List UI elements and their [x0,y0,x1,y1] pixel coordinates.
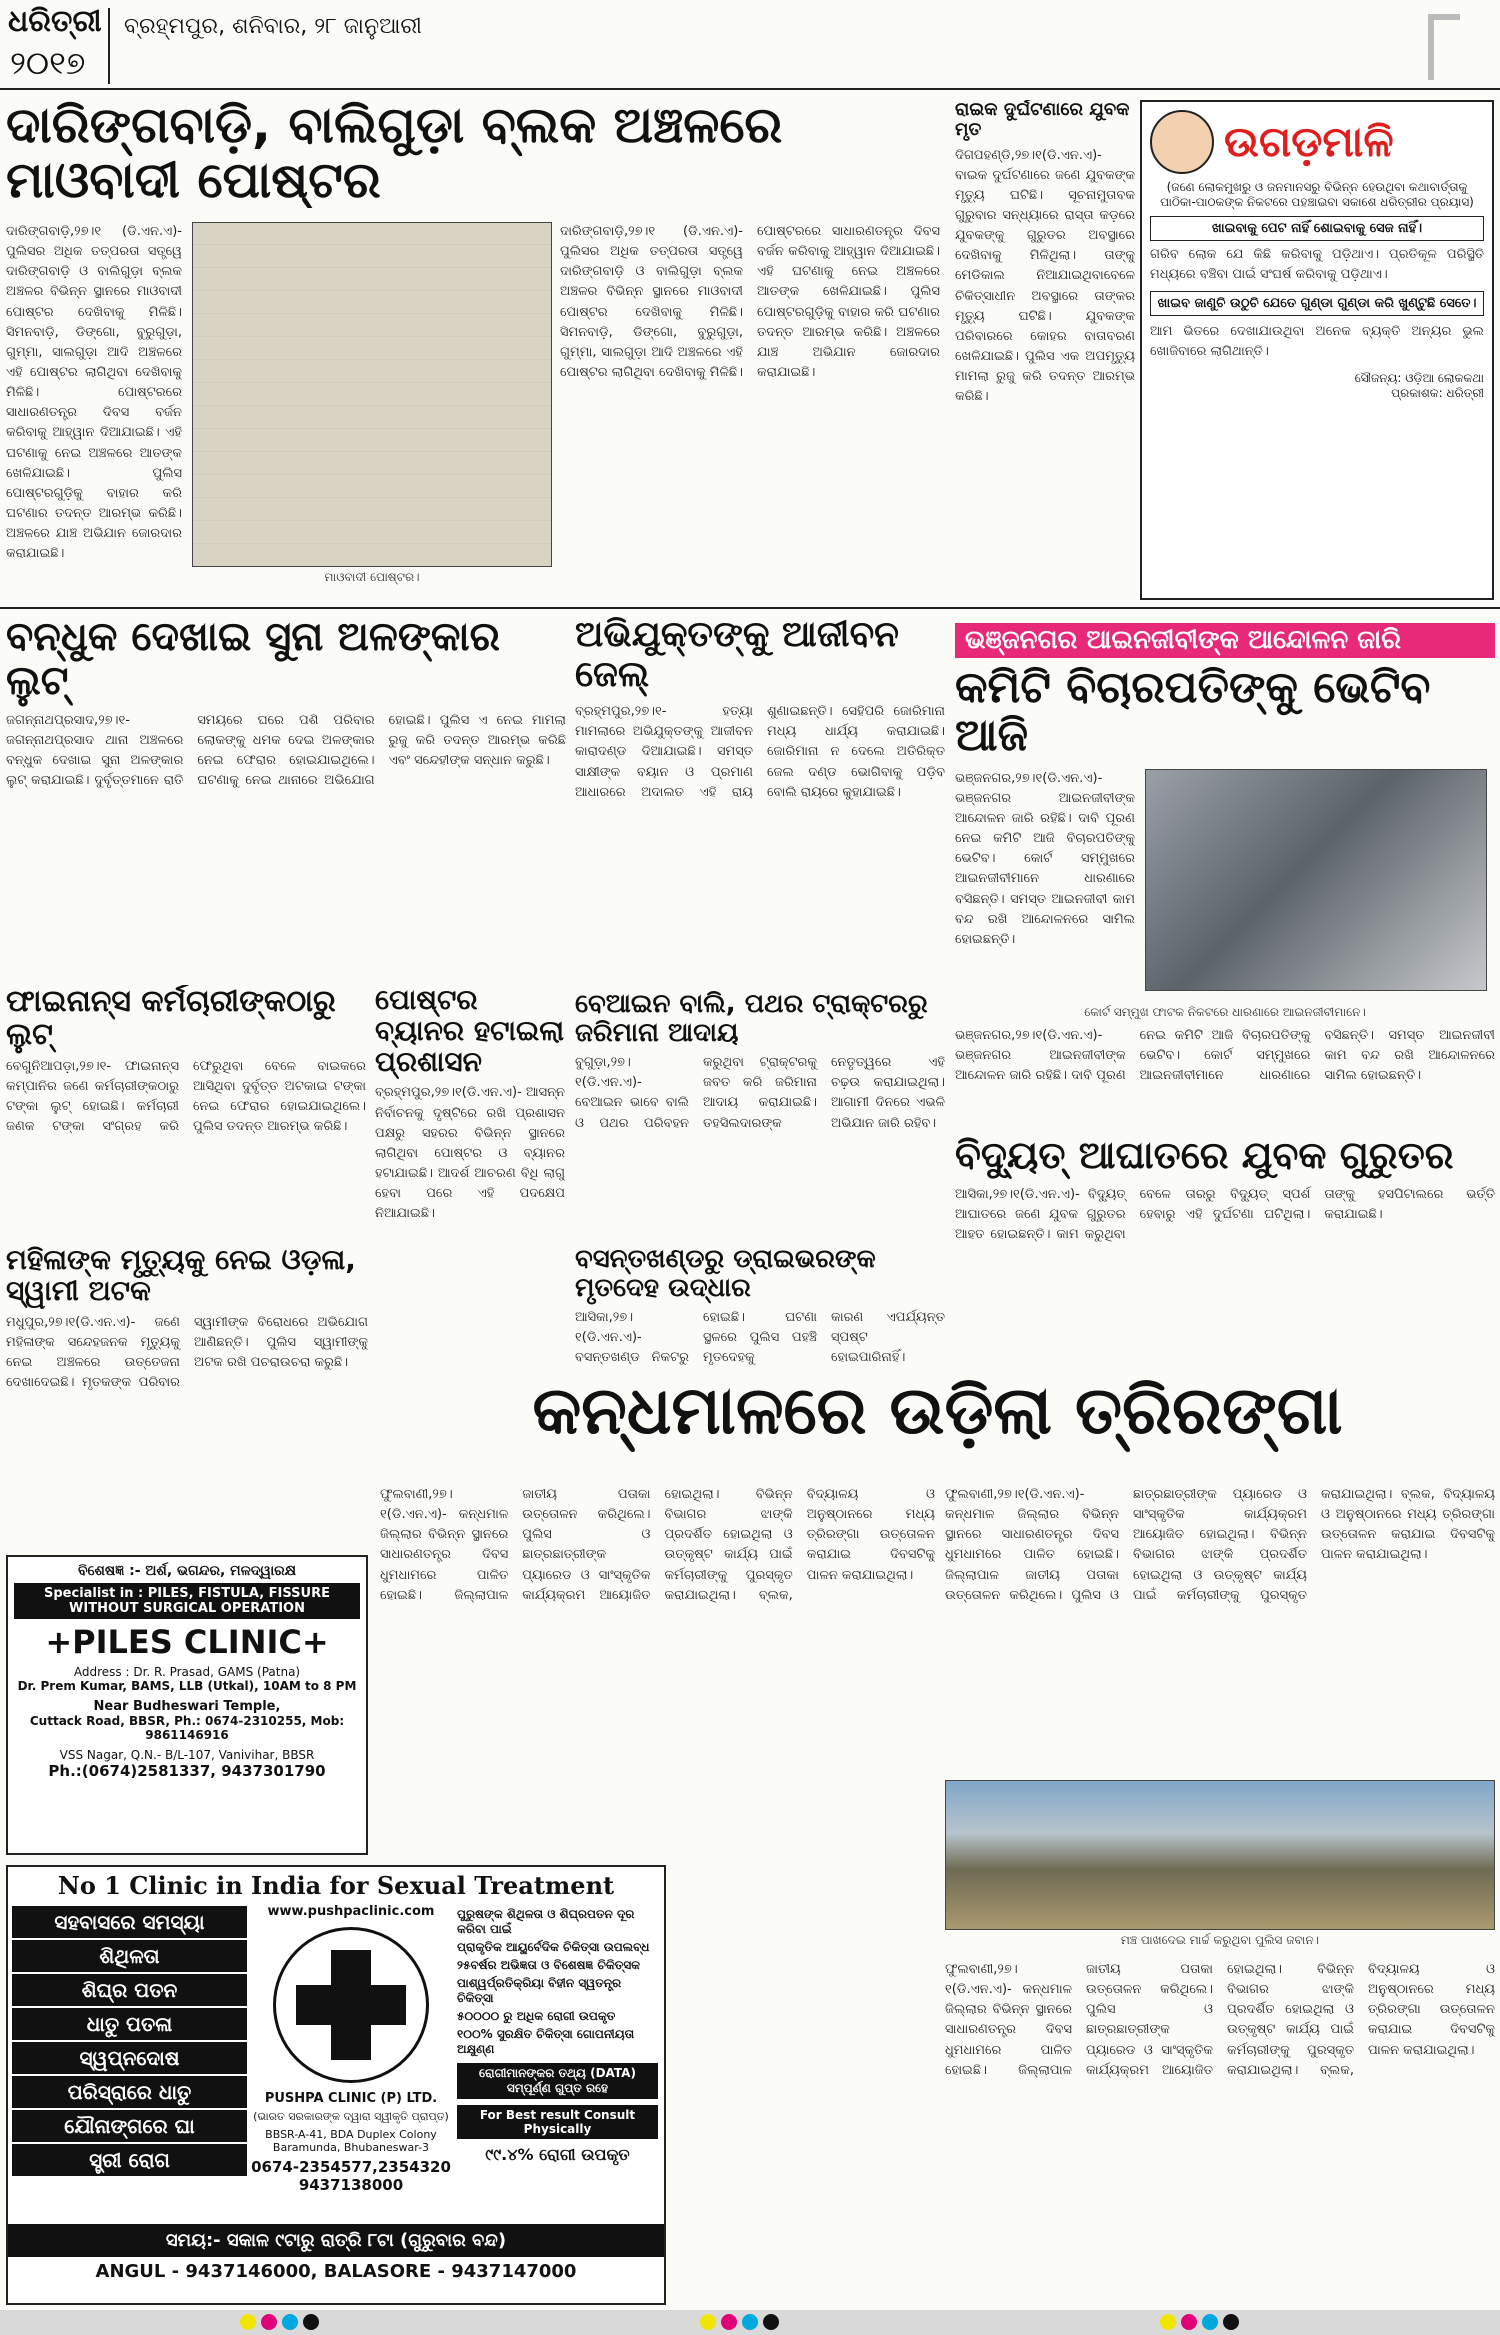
quote-box: ଖାଇବାକୁ ପେଟ ନାହିଁ ଶୋଇବାକୁ ସେଜ ନାହିଁ। [1150,216,1484,241]
corner-mark-icon [1428,14,1460,80]
photo-caption: ମାଓବାଦୀ ପୋଷ୍ଟର। [324,570,420,584]
story-kandhamal-tricolour-headline-box [380,1375,1495,1475]
ad-phones: Ph.:(0674)2581337, 9437301790 [48,1762,326,1780]
ad-title: No 1 Clinic in India for Sexual Treatment [57,1871,615,1900]
color-dot-icon [1202,2314,1218,2330]
ad-success-rate: ୯୯.୪% ରୋଗୀ ଉପକୃତ [485,2145,630,2164]
article-body: ଦାରିଙ୍ଗବାଡ଼ି,୨୭।୧ (ଡି.ଏନ.ଏ)- ପୁଲିସର ଅଧିକ ତତ୍ପରତା ସତ୍ତ୍ୱେ ଦାରିଙ୍ଗବାଡ଼ି ଓ ବାଲିଗୁଡ଼ା ବ୍ଲକ ଅଞ୍ଚଳର ବିଭିନ୍ନ ସ୍ଥାନରେ ମାଓବାଦୀ ପୋଷ୍ଟର ଦେଖିବାକୁ ମିଳିଛି। ସିମନବାଡ଼ି, ଡିଙ୍ଗୋ, ବୁରୁଗୁଡ଼ା, ଗୁମ୍ମା, ସାଲଗୁଡ଼ା ଆଦି ଅଞ୍ଚଳରେ ଏହି ପୋଷ୍ଟର ଲାଗିଥିବା ଦେଖିବାକୁ ମିଳିଛି। ପୋଷ୍ଟରରେ ସାଧାରଣତନ୍ତ୍ର ଦିବସ ବର୍ଜନ କରିବାକୁ ଆହ୍ୱାନ ଦିଆଯାଇଛି। ଏହି ଘଟଣାକୁ ନେଇ ଅଞ୍ଚଳରେ ଆତଙ୍କ ଖେଳିଯାଇଛି। ପୁଲିସ ପୋଷ୍ଟରଗୁଡ଼ିକୁ ବାହାର କରି ଘଟଣାର ତଦନ୍ତ ଆରମ୍ଭ କରିଛି। ଅଞ୍ଚଳରେ ଯାଞ୍ଚ ଅଭିଯାନ ଜୋରଦାର କରାଯାଇଛି। [560,224,940,380]
article-body: ଦାରିଙ୍ଗବାଡ଼ି,୨୭।୧ (ଡି.ଏନ.ଏ)- ପୁଲିସର ଅଧିକ ତତ୍ପରତା ସତ୍ତ୍ୱେ ଦାରିଙ୍ଗବାଡ଼ି ଓ ବାଲିଗୁଡ଼ା ବ୍ଲକ ଅଞ୍ଚଳର ବିଭିନ୍ନ ସ୍ଥାନରେ ମାଓବାଦୀ ପୋଷ୍ଟର ଦେଖିବାକୁ ମିଳିଛି। ସିମନବାଡ଼ି, ଡିଙ୍ଗୋ, ବୁରୁଗୁଡ଼ା, ଗୁମ୍ମା, ସାଲଗୁଡ଼ା ଆଦି ଅଞ୍ଚଳରେ ଏହି ପୋଷ୍ଟର ଲାଗିଥିବା ଦେଖିବାକୁ ମିଳିଛି। ପୋଷ୍ଟରରେ ସାଧାରଣତନ୍ତ୍ର ଦିବସ ବର୍ଜନ କରିବାକୁ ଆହ୍ୱାନ ଦିଆଯାଇଛି। ଏହି ଘଟଣାକୁ ନେଇ ଅଞ୍ଚଳରେ ଆତଙ୍କ ଖେଳିଯାଇଛି। ପୁଲିସ ପୋଷ୍ଟରଗୁଡ଼ିକୁ ବାହାର କରି ଘଟଣାର ତଦନ୍ତ ଆରମ୍ଭ କରିଛି। ଅଞ୍ଚଳରେ ଯାଞ୍ଚ ଅଭିଯାନ ଜୋରଦାର କରାଯାଇଛି। [6,224,182,562]
ad-address: BBSR-A-41, BDA Duplex Colony Baramunda, Bhubaneswar-3 [265,2128,437,2154]
registration-dots [240,2314,324,2334]
ad-problem-item: ଯୌନାଙ୍ଗରେ ଘା [12,2110,247,2142]
article-body: ଫୁଲବାଣୀ,୨୭।୧(ଡି.ଏନ.ଏ)- କନ୍ଧମାଳ ଜିଲ୍ଲାର ବିଭିନ୍ନ ସ୍ଥାନରେ ସାଧାରଣତନ୍ତ୍ର ଦିବସ ଧୁମଧାମରେ ପାଳିତ ହୋଇଛି। ଜିଲ୍ଲାପାଳ ଜାତୀୟ ପତାକା ଉତ୍ତୋଳନ କରିଥିଲେ। ପୁଲିସ ଓ ଛାତ୍ରଛାତ୍ରୀଙ୍କ ପ୍ୟାରେଡ ଓ ସାଂସ୍କୃତିକ କାର୍ଯ୍ୟକ୍ରମ ଆୟୋଜିତ ହୋଇଥିଲା। ବିଭିନ୍ନ ବିଭାଗର ଝାଙ୍କି ପ୍ରଦର୍ଶିତ ହୋଇଥିଲା ଓ ଉତ୍କୃଷ୍ଟ କାର୍ଯ୍ୟ ପାଇଁ କର୍ମଚାରୀଙ୍କୁ ପୁରସ୍କୃତ କରାଯାଇଥିଲା। ବ୍ଲକ, ବିଦ୍ୟାଳୟ ଓ ଅନୁଷ୍ଠାନରେ ମଧ୍ୟ ତ୍ରିରଙ୍ଗା ଉତ୍ତୋଳନ କରାଯାଇ ଦିବସଟିକୁ ପାଳନ କରାଯାଇଥିଲା। [945,1962,1495,2078]
column-publisher: ପ୍ରକାଶକ: ଧରିତ୍ରୀ [1391,385,1484,400]
color-dot-icon [763,2314,779,2330]
edition-year: ୨୦୧୭ [10,44,86,82]
ad-govt-line: (ଭାରତ ସରକାରଙ୍କ ଦ୍ୱାରା ସ୍ୱୀକୃତି ପ୍ରାପ୍ତ) [253,2110,449,2123]
article-body: ବୁଗୁଡ଼ା,୨୭।୧(ଡି.ଏନ.ଏ)- ବେଆଇନ ଭାବେ ବାଲି ଓ ପଥର ପରିବହନ କରୁଥିବା ଟ୍ରାକ୍ଟରକୁ ଜବତ କରି ଜରିମାନା ଆଦାୟ କରାଯାଇଛି। ତହସିଲଦାରଙ୍କ ନେତୃତ୍ୱରେ ଏହି ଚଢ଼ଉ କରାଯାଇଥିଲା। ଆଗାମୀ ଦିନରେ ଏଭଳି ଅଭିଯାନ ଜାରି ରହିବ। [575,1055,945,1131]
ad-timing: ସମୟ:- ସକାଳ ୯ଟାରୁ ରାତ୍ରି ୮ଟା (ଗୁରୁବାର ବନ୍ଦ) [8,2224,664,2257]
headline: ଦାରିଙ୍ଗବାଡ଼ି, ବାଲିଗୁଡ଼ା ବ୍ଲକ ଅଞ୍ଚଳରେ ମାଓବାଦୀ ପୋଷ୍ଟର [6,98,783,208]
lawyers-dharna-photo [1145,769,1487,991]
story-bike-accident [955,100,1135,600]
headline: ଫାଇନାନ୍ସ କର୍ମଚାରୀଙ୍କଠାରୁ ଲୁଟ୍ [6,985,336,1052]
ad-piles-clinic [6,1555,368,1855]
headline: ମହିଳାଙ୍କ ମୃତ୍ୟୁକୁ ନେଇ ଓଡ଼ଳା, ସ୍ୱାମୀ ଅଟକ [6,1245,356,1307]
color-dot-icon [742,2314,758,2330]
story-maoist-posters-text-right [560,222,940,597]
column-credit: ସୌଜନ୍ୟ: ଓଡ଼ିଆ ଲୋକକଥା [1354,370,1484,385]
ad-specialist: Specialist in : PILES, FISTULA, FISSURE [44,1586,330,1601]
article-body: ବେଗୁନିଆପଡ଼ା,୨୭।୧- ଫାଇନାନ୍ସ କମ୍ପାନିର ଜଣେ କର୍ମଚାରୀଙ୍କଠାରୁ ଟଙ୍କା ଲୁଟ୍ ହୋଇଛି। କର୍ମଚାରୀ ଜଣକ ଟଙ୍କା ସଂଗ୍ରହ କରି ଫେରୁଥିବା ବେଳେ ବାଇକରେ ଆସିଥିବା ଦୁର୍ବୃତ୍ତ ଅଟକାଇ ଟଙ୍କା ନେଇ ଫେରାର ହୋଇଯାଇଥିଲେ। ପୁଲିସ ତଦନ୍ତ ଆରମ୍ଭ କରିଛି। [6,1059,366,1135]
headline: ବସନ୍ତଖଣ୍ଡରୁ ଡ୍ରାଇଭରଙ୍କ ମୃତଦେହ ଉଦ୍ଧାର [575,1245,876,1303]
headline: ଅଭିଯୁକ୍ତଙ୍କୁ ଆଜୀବନ ଜେଲ୍ [575,615,899,695]
ad-benefit-item: ପୁରୁଷଙ୍କ ଶିଥିଳତା ଓ ଶିଘ୍ରପତନ ଦୂର କରିବା ପାଇଁ [457,1907,635,1936]
ad-problem-item: ଶିଥିଳତା [12,1940,247,1972]
column-subtitle: (ଜଣେ ଲୋକମୁଖରୁ ଓ ଜନମାନସରୁ ବିଭିନ୍ନ ହେଉଥିବା କଥାବାର୍ତ୍ତାକୁ ପାଠିକା-ପାଠକଙ୍କ ନିକଟରେ ପହଞ୍ଚାଇବା ସକାଶେ ଧରିତ୍ରୀର ପ୍ରୟାସ) [1160,180,1474,209]
cartoon-face-icon [1150,110,1214,174]
article-body: ଆସିକା,୨୭।୧(ଡି.ଏନ.ଏ)- ବସନ୍ତଖଣ୍ଡ ନିକଟରୁ ହୋଇଛି। ଘଟଣା ସ୍ଥଳରେ ପୁଲିସ ପହଞ୍ଚି ମୃତଦେହକୁ କାରଣ ଏପର୍ଯ୍ୟନ୍ତ ସ୍ପଷ୍ଟ ହୋଇପାରିନାହିଁ। [575,1310,945,1365]
ad-problem-item: ଧାତୁ ପତଳା [12,2008,247,2040]
ad-doctor: Dr. Prem Kumar, BAMS, LLB (Utkal), 10AM to 8 PM [17,1679,357,1693]
story-poster-banner-removed [375,985,565,1355]
registration-dots [700,2314,784,2334]
headline: କମିଟି ବିଚାରପତିଙ୍କୁ ଭେଟିବ ଆଜି [955,662,1431,762]
photo-caption: ମଞ୍ଚ ପାଖଦେଇ ମାର୍ଚ୍ଚ କରୁଥିବା ପୁଲିସ ଜବାନ। [1120,1933,1320,1947]
article-body: ଫୁଲବାଣୀ,୨୭।୧(ଡି.ଏନ.ଏ)- କନ୍ଧମାଳ ଜିଲ୍ଲାର ବିଭିନ୍ନ ସ୍ଥାନରେ ସାଧାରଣତନ୍ତ୍ର ଦିବସ ଧୁମଧାମରେ ପାଳିତ ହୋଇଛି। ଜିଲ୍ଲାପାଳ ଜାତୀୟ ପତାକା ଉତ୍ତୋଳନ କରିଥିଲେ। ପୁଲିସ ଓ ଛାତ୍ରଛାତ୍ରୀଙ୍କ ପ୍ୟାରେଡ ଓ ସାଂସ୍କୃତିକ କାର୍ଯ୍ୟକ୍ରମ ଆୟୋଜିତ ହୋଇଥିଲା। ବିଭିନ୍ନ ବିଭାଗର ଝାଙ୍କି ପ୍ରଦର୍ଶିତ ହୋଇଥିଲା ଓ ଉତ୍କୃଷ୍ଟ କାର୍ଯ୍ୟ ପାଇଁ କର୍ମଚାରୀଙ୍କୁ ପୁରସ୍କୃତ କରାଯାଇଥିଲା। ବ୍ଲକ, ବିଦ୍ୟାଳୟ ଓ ଅନୁଷ୍ଠାନରେ ମଧ୍ୟ ତ୍ରିରଙ୍ଗା ଉତ୍ତୋଳନ କରାଯାଇ ଦିବସଟିକୁ ପାଳନ କରାଯାଇଥିଲା। [380,1487,935,1603]
newspaper-logo: ଧରିତ୍ରୀ [8,4,102,39]
ugadamali-column-box [1140,100,1494,600]
ad-branches: ANGUL - 9437146000, BALASORE - 9437147000 [95,2261,577,2282]
print-footer [0,2310,1500,2335]
photo-caption: କୋର୍ଟ ସମ୍ମୁଖ ଫାଟକ ନିକଟରେ ଧାରଣାରେ ଆଇନଜୀବୀମାନେ। [1084,1004,1366,1019]
story-content [955,769,1495,999]
ad-problem-item: ପରିସ୍ରାରେ ଧାତୁ [12,2076,247,2108]
column-header [1150,110,1484,174]
ad-benefit-list [457,1907,658,2057]
color-dot-icon [1223,2314,1239,2330]
ad-content [8,1904,664,2224]
ad-best-result: For Best result Consult Physically [457,2105,658,2139]
ad-website: www.pushpaclinic.com [267,1904,435,1919]
ad-clinic-name: PUSHPA CLINIC (P) LTD. [264,2091,438,2106]
color-dot-icon [721,2314,737,2330]
headline: ପୋଷ୍ଟର ବ୍ୟାନର ହଟାଇଲା ପ୍ରଶାସନ [375,985,565,1078]
article-body: ଦିଗପହଣ୍ଡି,୨୭।୧(ଡି.ଏନ.ଏ)- ବାଇକ ଦୁର୍ଘଟଣାରେ ଜଣେ ଯୁବକଙ୍କ ମୃତ୍ୟୁ ଘଟିଛି। ସୂଚନାମୁତାବକ ଗୁରୁବାର ସନ୍ଧ୍ୟାରେ ରାସ୍ତା କଡ଼ରେ ଯୁବକଙ୍କୁ ଗୁରୁତର ଅବସ୍ଥାରେ ଦେଖିବାକୁ ମିଳିଥିଲା। ତାଙ୍କୁ ମେଡିକାଲ ନିଆଯାଇଥିବାବେଳେ ଚିକିତ୍ସାଧୀନ ଅବସ୍ଥାରେ ତାଙ୍କର ମୃତ୍ୟୁ ଘଟିଛି। ଯୁବକଙ୍କ ପରିବାରରେ କୋହର ବାତାବରଣ ଖେଳିଯାଇଛି। ପୁଲିସ ଏକ ଅପମୃତ୍ୟୁ ମାମଲା ରୁଜୁ କରି ତଦନ୍ତ ଆରମ୍ଭ କରିଛି। [955,147,1135,405]
ad-problem-item: ସ୍ତ୍ରୀ ରୋଗ [12,2144,247,2176]
article-body: ମଧୁପୁର,୨୭।୧(ଡି.ଏନ.ଏ)- ଜଣେ ମହିଳାଙ୍କ ସନ୍ଦେହଜନକ ମୃତ୍ୟୁକୁ ନେଇ ଅଞ୍ଚଳରେ ଉତ୍ତେଜନା ଦେଖାଦେଇଛି। ମୃତକଙ୍କ ପରିବାର ସ୍ୱାମୀଙ୍କ ବିରୋଧରେ ଅଭିଯୋଗ ଆଣିଛନ୍ତି। ପୁଲିସ ସ୍ୱାମୀଙ୍କୁ ଅଟକ ରଖି ପଚରାଉଚରା କରୁଛି। [6,1314,368,1391]
story-maoist-posters-text-left [6,222,182,597]
column-text: ଗରିବ ଲୋକ ଯେ କିଛି କରିବାକୁ ପଡ଼ିଥାଏ। ପ୍ରତିକୂଳ ପରିସ୍ଥିତି ମଧ୍ୟରେ ବଞ୍ଚିବା ପାଇଁ ସଂଘର୍ଷ କରିବାକୁ ପଡ଼ିଥାଏ। [1150,247,1484,283]
story-maoist-posters-headline-box [6,98,944,208]
column-title: ଉଗଡ଼ମାଳି [1224,116,1394,166]
ad-specialist-banner [14,1583,360,1619]
ad-without-surgery: WITHOUT SURGICAL OPERATION [69,1601,305,1616]
article-body: ବ୍ରହ୍ମପୁର,୨୭।୧- ହତ୍ୟା ମାମଲାରେ ଅଭିଯୁକ୍ତଙ୍କୁ ଆଜୀବନ କାରାଦଣ୍ଡ ଦିଆଯାଇଛି। ସମସ୍ତ ସାକ୍ଷୀଙ୍କ ବୟାନ ଓ ପ୍ରମାଣ ଆଧାରରେ ଅଦାଲତ ଏହି ରାୟ ଶୁଣାଇଛନ୍ତି। ସେହିପରି ଜୋରିମାନା ମଧ୍ୟ ଧାର୍ଯ୍ୟ କରାଯାଇଛି। ଜୋରିମାନା ନ ଦେଲେ ଅତିରିକ୍ତ ଜେଲ ଦଣ୍ଡ ଭୋଗିବାକୁ ପଡ଼ିବ ବୋଲି ରାୟରେ କୁହାଯାଇଛି। [575,704,945,800]
color-dot-icon [282,2314,298,2330]
headline: ବିଦ୍ୟୁତ୍ ଆଘାତରେ ଯୁବକ ଗୁରୁତର [955,1135,1454,1177]
ad-benefit-item: ୫୦୦୦୦ ରୁ ଅଧିକ ରୋଗୀ ଉପକୃତ [457,2009,616,2023]
story-driver-body-recovered [575,1245,945,1365]
ad-mobile: 9437138000 [298,2176,404,2194]
ad-problem-item: ସହବାସରେ ସମସ୍ୟା [12,1906,247,1938]
column-text: ଆମ ଭିତରେ ଦେଖାଯାଉଥିବା ଅନେକ ବ୍ୟକ୍ତି ଅନ୍ୟର ଭୁଲ ଖୋଜିବାରେ ଲାଗିଥାନ୍ତି। [1150,324,1484,360]
ad-road: Cuttack Road, BBSR, Ph.: 0674-2310255, Mob: 9861146916 [29,1714,345,1742]
story-illegal-sand-fine [575,990,945,1240]
ad-pushpa-clinic [6,1865,666,2305]
story-gunpoint-loot [6,615,566,995]
ad-benefit-item: ପ୍ରାକୃତିକ ଆୟୁର୍ବେଦିକ ଚିକିତ୍ସା ଉପଲବ୍ଧ [457,1940,650,1954]
story-banner: ଭଞ୍ଜନଗର ଆଇନଜୀବୀଙ୍କ ଆନ୍ଦୋଳନ ଜାରି [955,623,1495,658]
cross-icon [296,1985,406,2025]
story-life-imprisonment [575,615,945,985]
color-dot-icon [1181,2314,1197,2330]
section-divider [0,607,1500,609]
edition-place-date: ବ୍ରହ୍ମପୁର, ଶନିବାର, ୨୮ ଜାନୁଆରୀ [124,14,422,39]
ad-clinic-title: +PILES CLINIC+ [45,1623,329,1661]
story-electric-shock [955,1135,1495,1365]
ad-benefits [451,1904,664,2224]
headline: କନ୍ଧମାଳରେ ଉଡ଼ିଲା ତ୍ରିରଙ୍ଗା [532,1375,1343,1449]
headline: ବେଆଇନ ବାଲି, ପଥର ଟ୍ରାକ୍ଟରରୁ ଜରିମାନା ଆଦାୟ [575,990,928,1048]
ad-address: Address : Dr. R. Prasad, GAMS (Patna) [73,1665,301,1679]
ad-near: Near Budheswari Temple, [93,1699,281,1714]
story-finance-staff-loot [6,985,366,1235]
quote-box: ଖାଇବ ଜାଣୁଚି ଉଠୁଚି ଯେତେ ଗୁଣ୍ଡା ଗୁଣ୍ଡା କରି ଖୁଣ୍ଟୁଛି ସେତେ। [1150,291,1484,316]
masthead [0,0,1500,90]
color-dot-icon [240,2314,256,2330]
ad-logo-area [251,1904,451,2224]
registration-dots [1160,2314,1244,2334]
headline: ରାଇକ ଦୁର୍ଘଟଣାରେ ଯୁବକ ମୃତ [955,100,1130,140]
ad-benefit-item: ପାଶ୍ୱର୍ପ୍ରତିକ୍ରିୟା ବିହୀନ ସ୍ୱତନ୍ତ୍ର ଚିକିତ୍ସା [457,1976,622,2005]
masthead-divider [108,8,110,84]
ad-benefit-item: ୨୫ବର୍ଷର ଅଭିଜ୍ଞତା ଓ ବିଶେଷଜ୍ଞ ଚିକିତ୍ସକ [457,1958,641,1972]
article-body: ଜଗନ୍ନାଥପ୍ରସାଦ,୨୭।୧- ଜଗନ୍ନାଥପ୍ରସାଦ ଥାନା ଅଞ୍ଚଳରେ ବନ୍ଧୁକ ଦେଖାଇ ସୁନା ଅଳଙ୍କାର ଲୁଟ୍ କରାଯାଇଛି। ଦୁର୍ବୃତ୍ତମାନେ ରାତି ସମୟରେ ଘରେ ପଶି ପରିବାର ଲୋକଙ୍କୁ ଧମକ ଦେଇ ଅଳଙ୍କାର ନେଇ ଫେରାର ହୋଇଯାଇଥିଲେ। ଘଟଣାକୁ ନେଇ ଥାନାରେ ଅଭିଯୋଗ ହୋଇଛି। ପୁଲିସ ଏ ନେଇ ମାମଲା ରୁଜୁ କରି ତଦନ୍ତ ଆରମ୍ଭ କରିଛି ଏବଂ ସନ୍ଦେହୀଙ୍କ ସନ୍ଧାନ କରୁଛି। [6,713,566,789]
story-lawyers-agitation [955,623,1495,1123]
ad-benefit-item: ୧୦୦% ସୁରକ୍ଷିତ ଚିକିତ୍ସା ଗୋପନୀୟତା ଅକ୍ଷୁଣ୍ଣ [457,2027,635,2056]
color-dot-icon [303,2314,319,2330]
color-dot-icon [1160,2314,1176,2330]
color-dot-icon [700,2314,716,2330]
maoist-poster-photo [192,222,552,567]
story-kandhamal-tricolour-text-top [945,1485,1495,1775]
ad-problem-item: ଶିଘ୍ର ପତନ [12,1974,247,2006]
article-body: ଫୁଲବାଣୀ,୨୭।୧(ଡି.ଏନ.ଏ)- କନ୍ଧମାଳ ଜିଲ୍ଲାର ବିଭିନ୍ନ ସ୍ଥାନରେ ସାଧାରଣତନ୍ତ୍ର ଦିବସ ଧୁମଧାମରେ ପାଳିତ ହୋଇଛି। ଜିଲ୍ଲାପାଳ ଜାତୀୟ ପତାକା ଉତ୍ତୋଳନ କରିଥିଲେ। ପୁଲିସ ଓ ଛାତ୍ରଛାତ୍ରୀଙ୍କ ପ୍ୟାରେଡ ଓ ସାଂସ୍କୃତିକ କାର୍ଯ୍ୟକ୍ରମ ଆୟୋଜିତ ହୋଇଥିଲା। ବିଭିନ୍ନ ବିଭାଗର ଝାଙ୍କି ପ୍ରଦର୍ଶିତ ହୋଇଥିଲା ଓ ଉତ୍କୃଷ୍ଟ କାର୍ଯ୍ୟ ପାଇଁ କର୍ମଚାରୀଙ୍କୁ ପୁରସ୍କୃତ କରାଯାଇଥିଲା। ବ୍ଲକ, ବିଦ୍ୟାଳୟ ଓ ଅନୁଷ୍ଠାନରେ ମଧ୍ୟ ତ୍ରିରଙ୍ଗା ଉତ୍ତୋଳନ କରାଯାଇ ଦିବସଟିକୁ ପାଳନ କରାଯାଇଥିଲା। [945,1487,1495,1603]
ad-data-line: ରୋଗୀମାନଙ୍କର ତଥ୍ୟ (DATA) ସମ୍ପୂର୍ଣ୍ଣ ଗୁପ୍ତ ରହେ [457,2063,658,2099]
article-body: ଆସିକା,୨୭।୧(ଡି.ଏନ.ଏ)- ବିଦ୍ୟୁତ୍ ଆଘାତରେ ଜଣେ ଯୁବକ ଗୁରୁତର ଆହତ ହୋଇଛନ୍ତି। କାମ କରୁଥିବା ବେଳେ ତାରରୁ ବିଦ୍ୟୁତ୍ ସ୍ପର୍ଶ ହେବାରୁ ଏହି ଦୁର୍ଘଟଣା ଘଟିଥିଲା। ତାଙ୍କୁ ହସପିଟାଲରେ ଭର୍ତ୍ତି କରାଯାଇଛି। [955,1186,1495,1243]
ad-line: ବିଶେଷଜ୍ଞ :- ଅର୍ଶ, ଭଗନ୍ଦର, ମଳଦ୍ୱାରକ୍ଷ [77,1563,297,1579]
ad-vss-address: VSS Nagar, Q.N.- B/L-107, Vanivihar, BBSR [59,1748,315,1762]
color-dot-icon [261,2314,277,2330]
story-woman-death [6,1245,368,1545]
republic-day-parade-photo [945,1780,1495,1930]
ad-phone: 0674-2354577,2354320 [251,2158,451,2176]
headline: ବନ୍ଧୁକ ଦେଖାଇ ସୁନା ଅଳଙ୍କାର ଲୁଟ୍ [6,615,500,704]
article-body: ଭଞ୍ଜନଗର,୨୭।୧(ଡି.ଏନ.ଏ)- ଭଞ୍ଜନଗର ଆଇନଜୀବୀଙ୍କ ଆନ୍ଦୋଳନ ଜାରି ରହିଛି। ଦାବି ପୂରଣ ନେଇ କମିଟି ଆଜି ବିଚାରପତିଙ୍କୁ ଭେଟିବ। କୋର୍ଟ ସମ୍ମୁଖରେ ଆଇନଜୀବୀମାନେ ଧାରଣାରେ ବସିଛନ୍ତି। ସମସ୍ତ ଆଇନଜୀବୀ କାମ ବନ୍ଦ ରଖି ଆନ୍ଦୋଳନରେ ସାମିଲ ହୋଇଛନ୍ତି। [955,1027,1495,1084]
clinic-emblem [273,1927,429,2083]
ad-problem-item: ସ୍ୱପ୍ନଦୋଷ [12,2042,247,2074]
article-body: ବ୍ରହ୍ମପୁର,୨୭।୧(ଡି.ଏନ.ଏ)- ଆସନ୍ନ ନିର୍ବାଚନକୁ ଦୃଷ୍ଟିରେ ରଖି ପ୍ରଶାସନ ପକ୍ଷରୁ ସହରର ବିଭିନ୍ନ ସ୍ଥାନରେ ଲାଗିଥିବା ପୋଷ୍ଟର ଓ ବ୍ୟାନର ହଟାଯାଇଛି। ଆଦର୍ଶ ଆଚରଣ ବିଧି ଲାଗୁ ହେବା ପରେ ଏହି ପଦକ୍ଷେପ ନିଆଯାଇଛି। [375,1085,565,1222]
story-kandhamal-tricolour-text-bottom [945,1960,1495,2295]
article-body: ଭଞ୍ଜନଗର,୨୭।୧(ଡି.ଏନ.ଏ)- ଭଞ୍ଜନଗର ଆଇନଜୀବୀଙ୍କ ଆନ୍ଦୋଳନ ଜାରି ରହିଛି। ଦାବି ପୂରଣ ନେଇ କମିଟି ଆଜି ବିଚାରପତିଙ୍କୁ ଭେଟିବ। କୋର୍ଟ ସମ୍ମୁଖରେ ଆଇନଜୀବୀମାନେ ଧାରଣାରେ ବସିଛନ୍ତି। ସମସ୍ତ ଆଇନଜୀବୀ କାମ ବନ୍ଦ ରଖି ଆନ୍ଦୋଳନରେ ସାମିଲ ହୋଇଛନ୍ତି। [955,770,1135,947]
ad-problem-list [8,1904,251,2224]
